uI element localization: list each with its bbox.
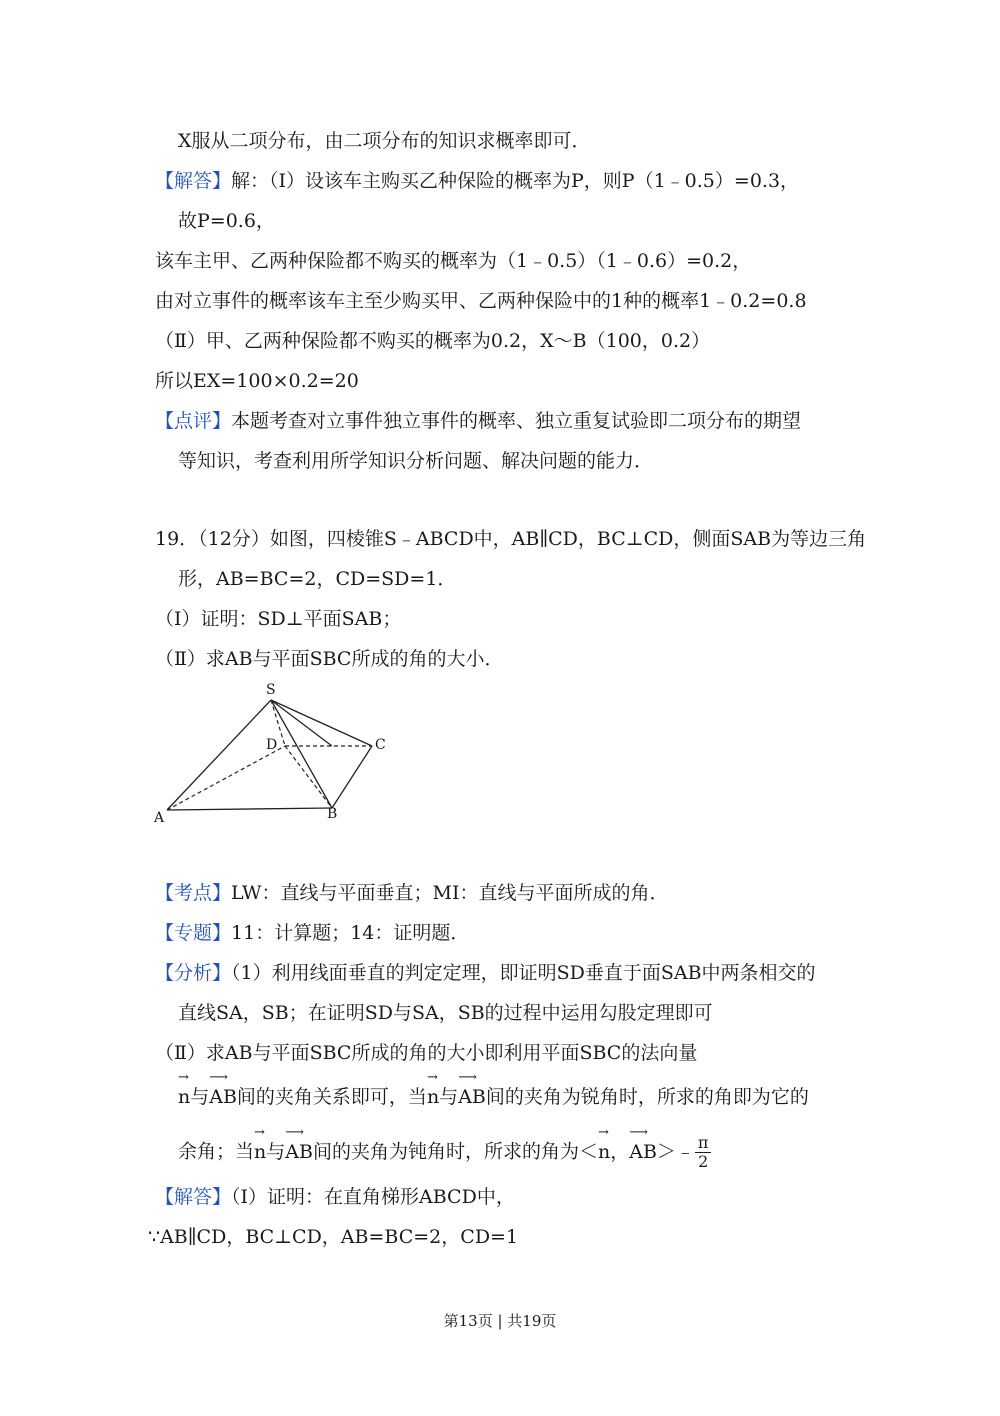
question-19-line-1: 19．（12分）如图，四棱锥S﹣ABCD中，AB∥CD，BC⊥CD，侧面SAB为等边三角 [155, 528, 867, 550]
vector-arrow-icon: ⟶ [209, 1070, 228, 1085]
jieda-line-3: ∵AB∥CD，BC⊥CD，AB=BC=2，CD=1 [148, 1226, 519, 1248]
comment-text-1: 本题考查对立事件独立事件的概率、独立重复试验即二项分布的期望 [231, 410, 802, 432]
edge-sc2 [271, 700, 372, 746]
edge-sb [271, 700, 332, 808]
fenxi-line-3: （Ⅱ）求AB与平面SBC所成的角的大小即利用平面SBC的法向量 [155, 1042, 698, 1064]
pi-over-two-fraction: $\frac{\pi}{2}$ [695, 1134, 712, 1171]
answer-line-5: （Ⅱ）甲、乙两种保险都不购买的概率为0.2，X～B（100，0.2） [155, 330, 711, 352]
edge-db-hidden [285, 746, 332, 808]
vector-arrow-icon: ⟶ [458, 1070, 477, 1085]
tag-jieda: 【解答】 [155, 170, 232, 192]
question-19-part-2: （Ⅱ）求AB与平面SBC所成的角的大小． [155, 648, 504, 670]
vector-arrow-icon: → [178, 1070, 189, 1085]
solution-line-1: X服从二项分布，由二项分布的知识求概率即可． [178, 130, 591, 152]
vector-arrow-icon: → [254, 1124, 265, 1140]
tag-fenxi: 【分析】 [155, 962, 232, 984]
comment-line-1 [155, 408, 801, 434]
vertex-label-d: D [266, 737, 278, 753]
fenxi-text-1: （1）利用线面垂直的判定定理，即证明SD垂直于面SAB中两条相交的 [231, 962, 816, 984]
fenxi-line-2: 直线SA，SB；在证明SD与SA，SB的过程中运用勾股定理即可 [178, 1002, 713, 1024]
zhuanti-text: 11：计算题；14：证明题． [231, 922, 470, 944]
answer-line-3: 该车主甲、乙两种保险都不购买的概率为（1﹣0.5）（1﹣0.6）=0.2， [155, 250, 752, 272]
edge-ad-hidden [167, 746, 285, 810]
edge-bc [332, 746, 372, 808]
question-19-part-1: （Ⅰ）证明：SD⊥平面SAB； [155, 608, 402, 630]
kaodian-text: LW：直线与平面垂直；MI：直线与平面所成的角． [231, 882, 669, 904]
tag-jieda-2: 【解答】 [155, 1186, 232, 1208]
vertex-label-b: B [327, 806, 338, 822]
answer-line-6: 所以EX=100×0.2=20 [155, 370, 359, 392]
fenxi-line-1 [155, 960, 816, 986]
answer-line-2: 故P=0.6， [178, 210, 275, 232]
tag-dianping: 【点评】 [155, 410, 232, 432]
vector-arrow-icon: → [597, 1124, 609, 1140]
kaodian-line [155, 880, 668, 906]
edge-sa [167, 700, 271, 810]
comment-line-2: 等知识，考查利用所学知识分析问题、解决问题的能力． [178, 450, 654, 472]
fenxi-line-4: → n与 ⟶ AB间的夹角关系即可，当 → n与 ⟶ AB间的夹角为锐角时，所求的角即为它的 [178, 1070, 809, 1108]
vector-arrow-icon: ⟶ [629, 1124, 648, 1140]
edge-ab [167, 808, 332, 810]
vertex-label-s: S [266, 682, 276, 698]
vector-arrow-icon: → [426, 1070, 438, 1085]
answer-line-4: 由对立事件的概率该车主至少购买甲、乙两种保险中的1种的概率1﹣0.2=0.8 [155, 290, 807, 312]
vector-arrow-icon: ⟶ [285, 1124, 304, 1140]
vertex-label-c: C [375, 737, 386, 753]
answer-text-1: 解：（Ⅰ）设该车主购买乙种保险的概率为P，则P（1﹣0.5）=0.3， [231, 170, 800, 192]
question-19-line-2: 形，AB=BC=2，CD=SD=1． [178, 568, 457, 590]
jieda-text-2: （Ⅰ）证明：在直角梯形ABCD中， [231, 1186, 515, 1208]
vertex-label-a: A [154, 810, 165, 826]
tag-kaodian: 【考点】 [155, 882, 232, 904]
page-footer: 第13页 | 共19页 [443, 1312, 557, 1330]
zhuanti-line [155, 920, 469, 946]
pyramid-figure [145, 678, 405, 828]
answer-line-1 [155, 168, 799, 194]
fenxi-line-5: 余角；当 → n与 ⟶ AB间的夹角为钝角时，所求的角为＜ → n， ⟶ AB＞﹣ $\frac{\pi}{2}$ [178, 1134, 711, 1171]
tag-zhuanti: 【专题】 [155, 922, 232, 944]
jieda-line-2 [155, 1184, 515, 1210]
